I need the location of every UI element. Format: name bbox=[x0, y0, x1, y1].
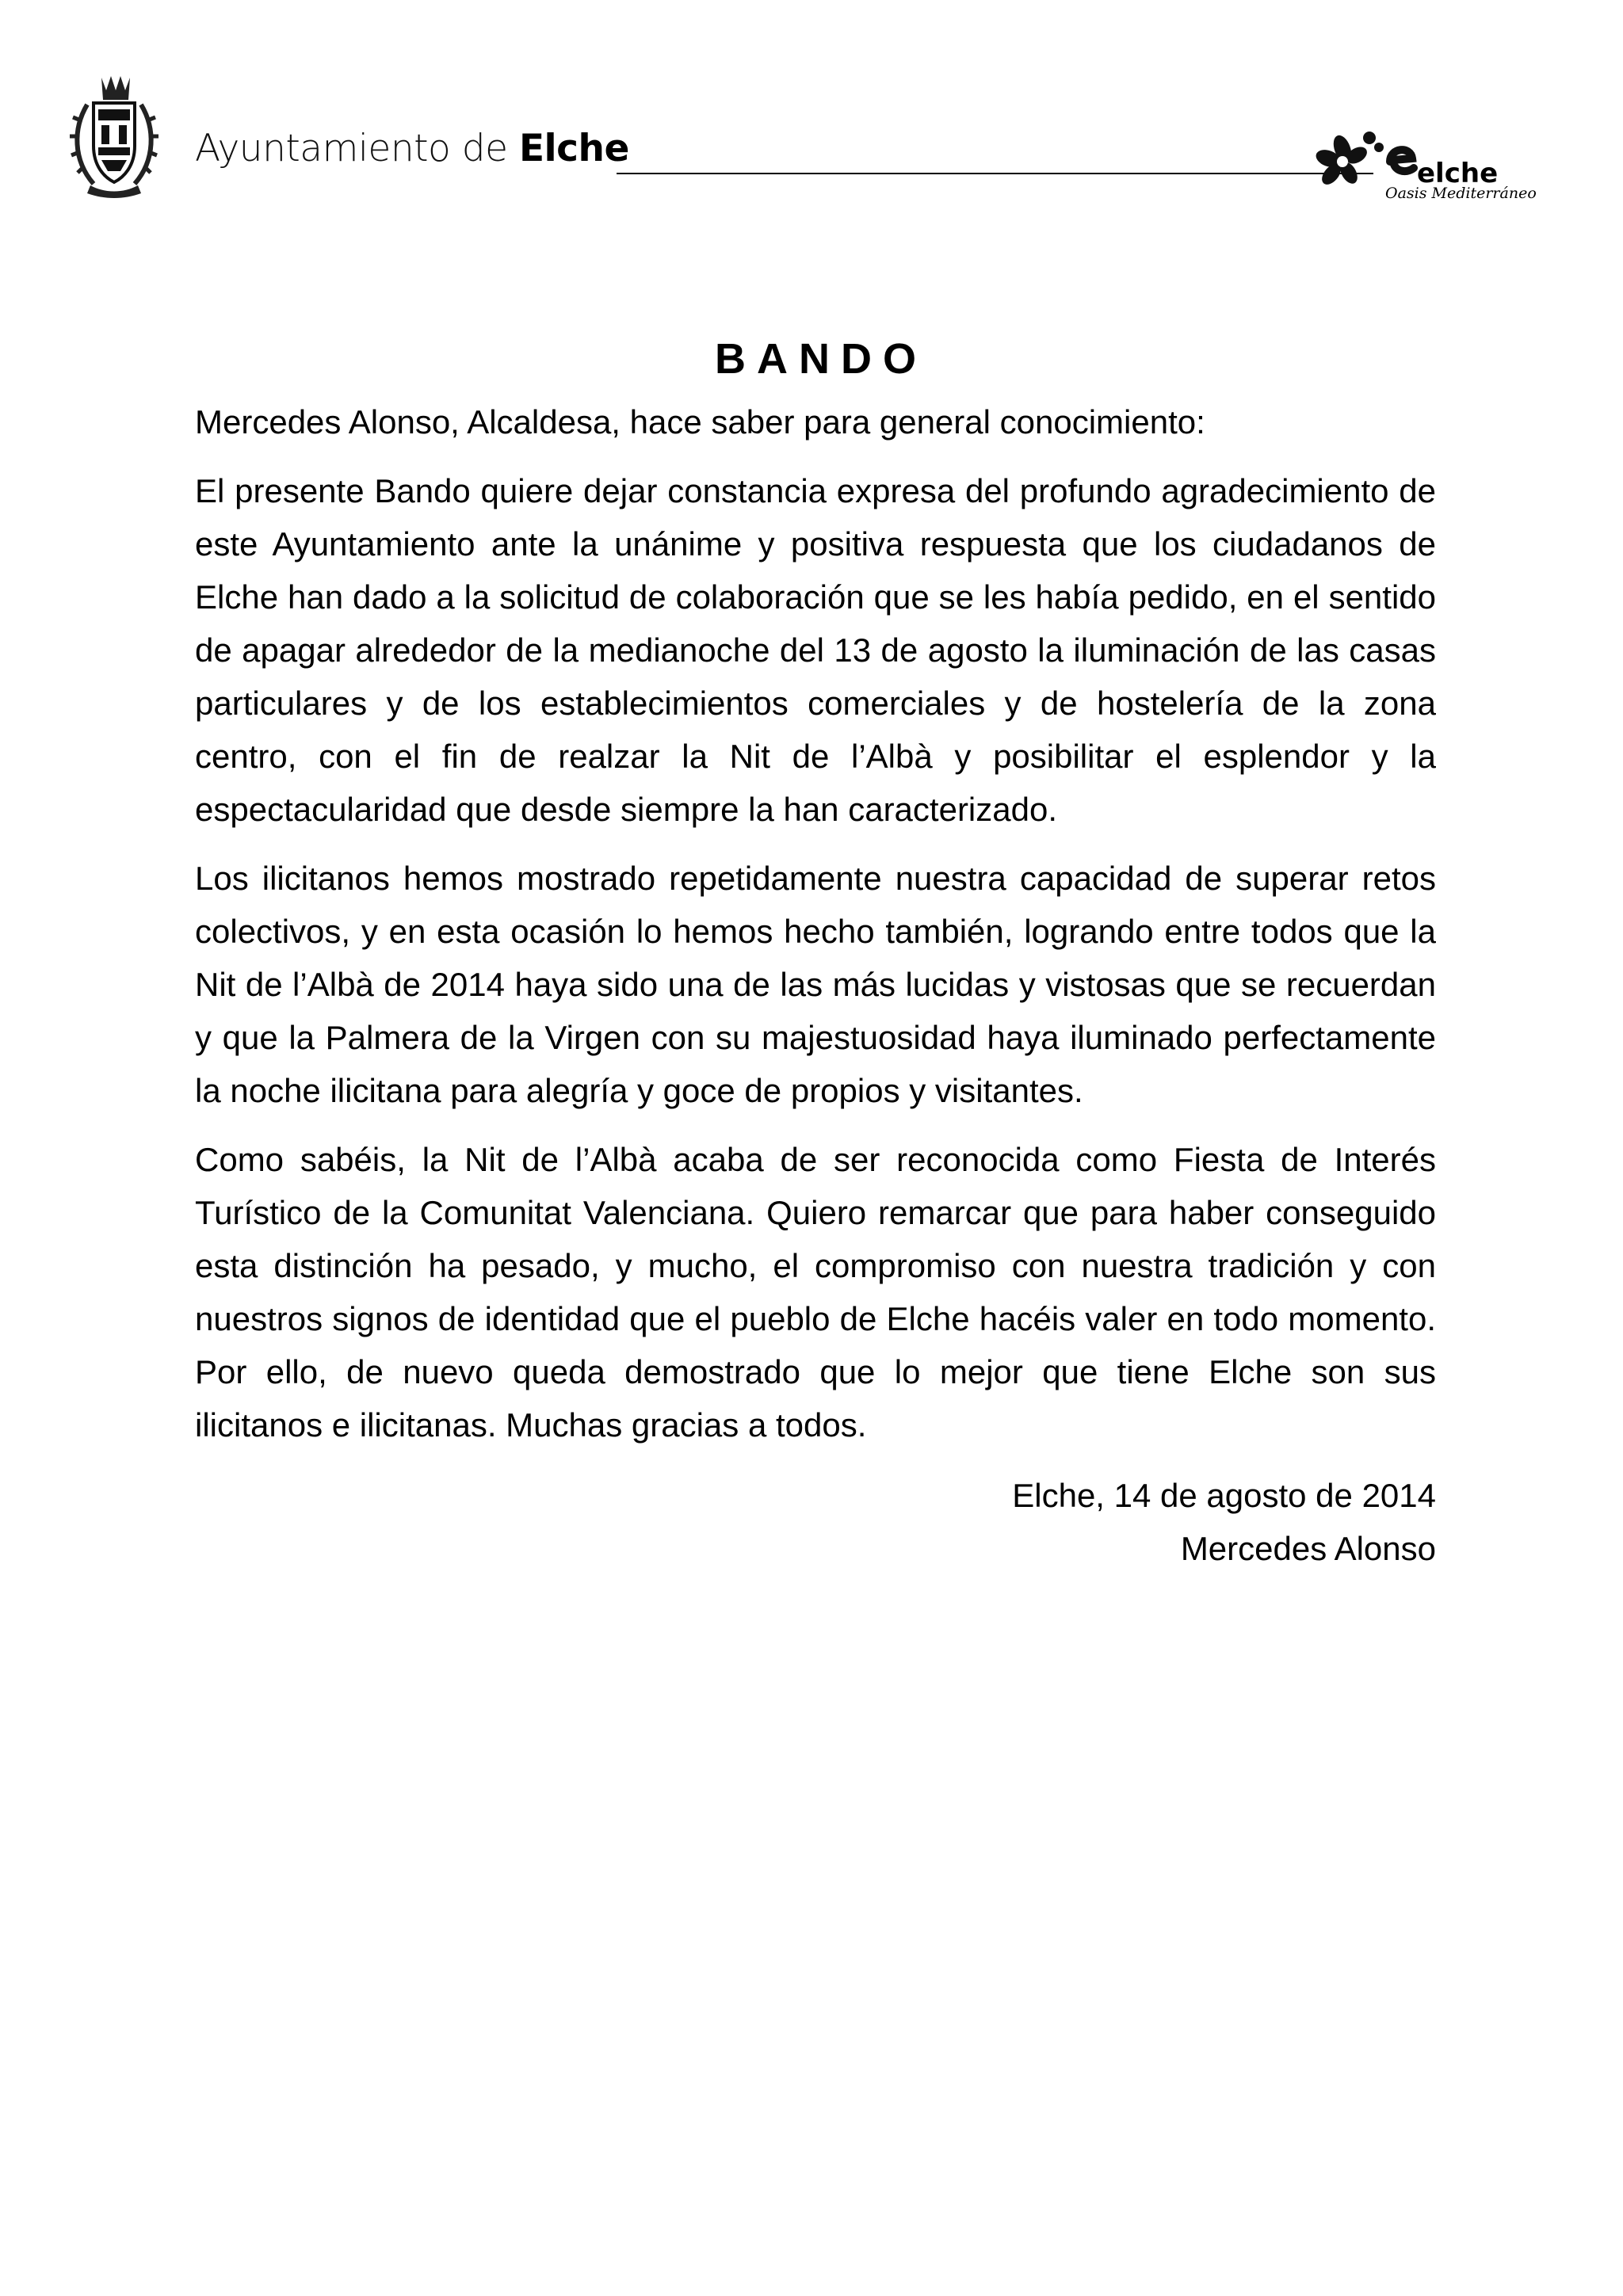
paragraph-3: Como sabéis, la Nit de l’Albà acaba de ser reconocida como Fiesta de Interés Turístico de la Comunitat Valenciana. Quiero remarcar que para haber conseguido esta distinción ha pesado, y mucho, el compromiso con nuestra tradición y con nuestros signos de identidad que el pueblo de Elche hacéis valer en todo momento. Por ello, de nuevo queda demostrado que lo mejor que tiene Elche son sus ilicitanos e ilicitanas. Muchas gracias a todos. bbox=[195, 1141, 1436, 1444]
letterhead bbox=[70, 73, 1544, 208]
document-body bbox=[195, 313, 1436, 1575]
document-title: BANDO bbox=[715, 335, 927, 383]
paragraph-1: El presente Bando quiere dejar constancia expresa del profundo agradecimiento de este Ayuntamiento ante la unánime y positiva respuesta que los ciudadanos de Elche han dado a la solicitud de colaboración que se les había pedido, en el sentido de apagar alrededor de la medianoche del 13 de agosto la iluminación de las casas particulares y de los establecimientos comerciales y de hostelería de la zona centro, con el fin de realzar la Nit de l’Albà y posibilitar el esplendor y la espectacularidad que desde siempre la han caracterizado. bbox=[195, 472, 1436, 828]
signature-block bbox=[195, 1469, 1436, 1575]
org-name-emphasis: Elche bbox=[518, 127, 629, 170]
paragraph-2: Los ilicitanos hemos mostrado repetidamente nuestra capacidad de superar retos colectivos, y en esta ocasión lo hemos hecho también, logrando entre todos que la Nit de l’Albà de 2014 haya sido una de las más lucidas y vistosas que se recuerdan y que la Palmera de la Virgen con su majestuosidad haya iluminado perfectamente la noche ilicitana para alegría y goce de propios y visitantes. bbox=[195, 860, 1436, 1109]
brand-wordmark: elche bbox=[1417, 158, 1499, 189]
org-prefix: Ayuntamiento de bbox=[195, 127, 519, 170]
organization-name bbox=[195, 125, 629, 173]
place-date: Elche, 14 de agosto de 2014 bbox=[1012, 1477, 1436, 1514]
coat-of-arms-icon bbox=[70, 73, 158, 200]
brand-tagline: Oasis Mediterráneo bbox=[1385, 185, 1537, 202]
signatory-name: Mercedes Alonso bbox=[1180, 1530, 1436, 1567]
header-divider bbox=[617, 173, 1373, 174]
intro-line: Mercedes Alonso, Alcaldesa, hace saber para general conocimiento: bbox=[195, 403, 1205, 441]
